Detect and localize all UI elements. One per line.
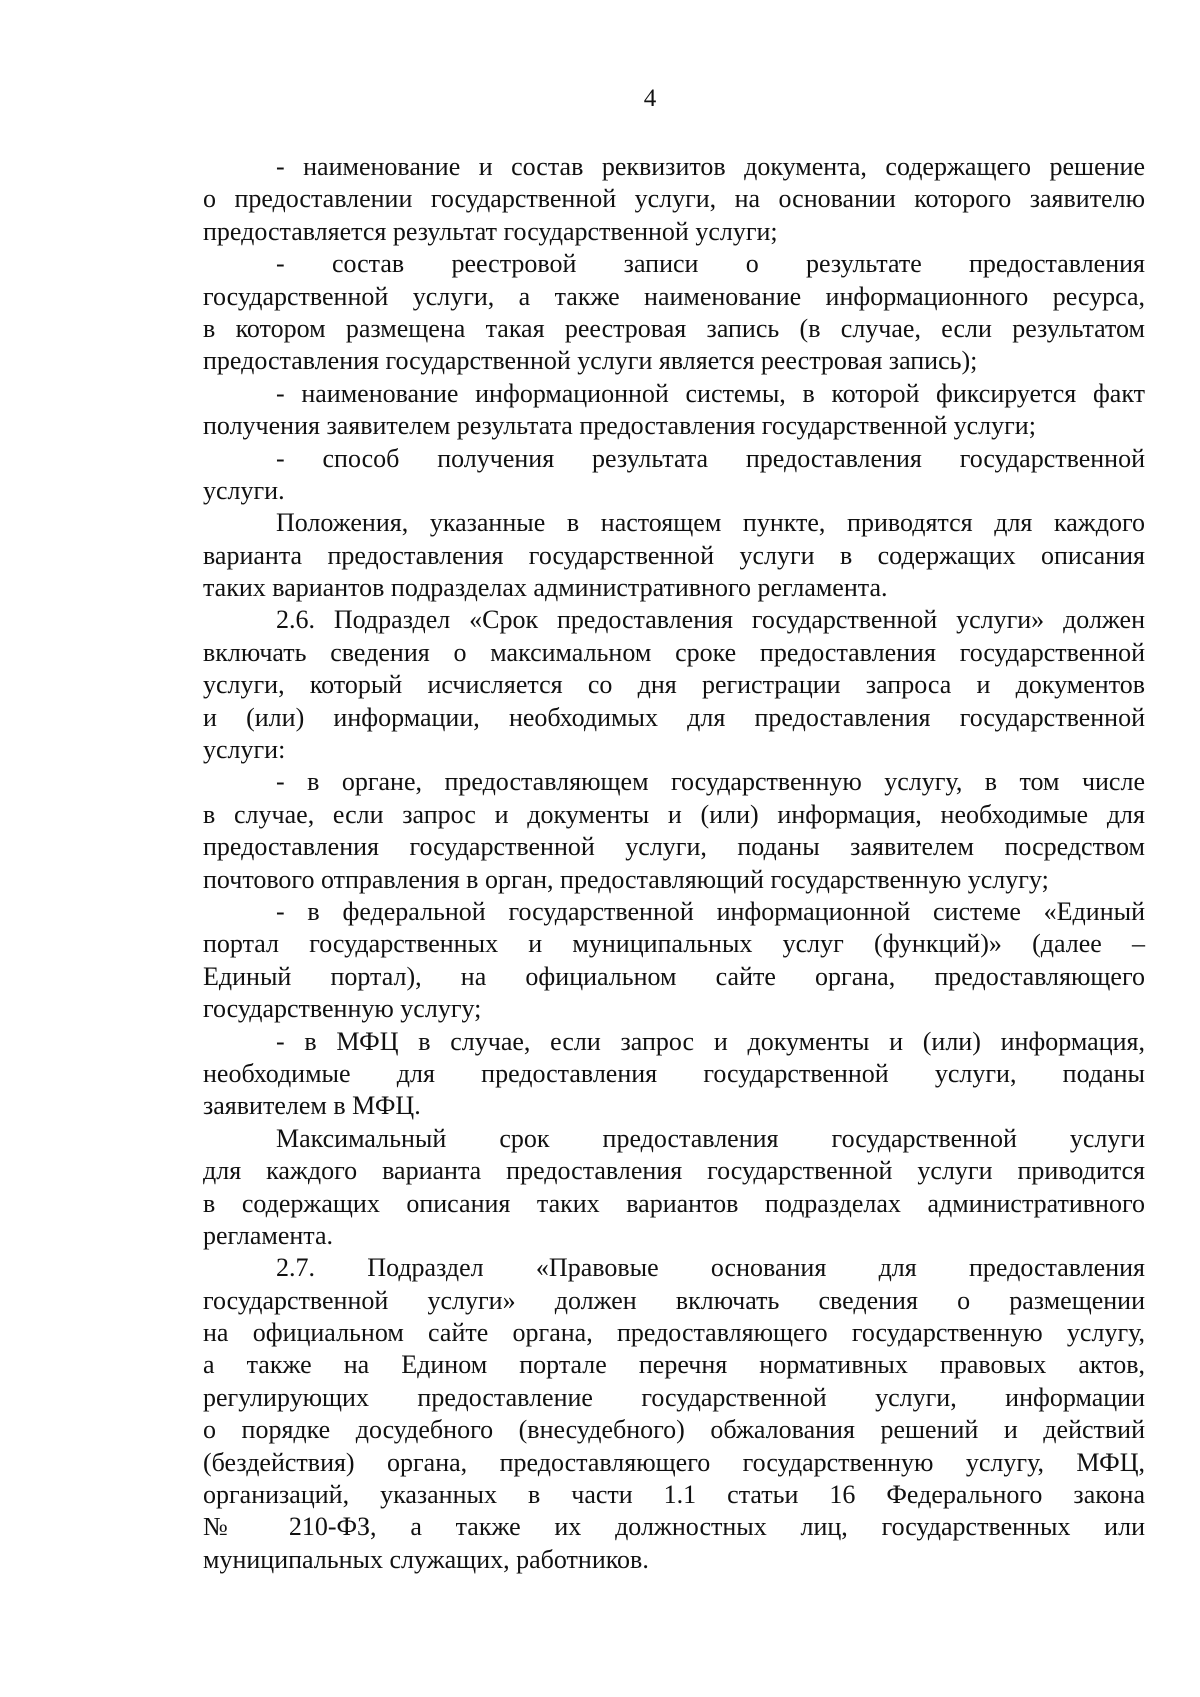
text-line: необходимые для предоставления государственной услуги, поданы: [203, 1058, 1145, 1088]
text-line: и (или) информации, необходимых для предоставления государственной: [203, 702, 1145, 732]
text-line: почтового отправления в орган, предоставляющий государственную услугу;: [203, 864, 1049, 894]
text-line: в содержащих описания таких вариантов подразделах административного: [203, 1188, 1145, 1218]
text-line: муниципальных служащих, работников.: [203, 1544, 649, 1574]
text-line: варианта предоставления государственной услуги в содержащих описания: [203, 540, 1145, 570]
paragraph: [203, 896, 1145, 1026]
paragraph: [203, 443, 1145, 508]
paragraph: [203, 1026, 1145, 1123]
text-line: на официальном сайте органа, предоставляющего государственную услугу,: [203, 1318, 1145, 1348]
paragraph: [203, 604, 1145, 766]
paragraph: [203, 766, 1145, 896]
text-line: - способ получения результата предоставления государственной: [276, 443, 1145, 473]
text-line: регламента.: [203, 1220, 334, 1250]
text-line: - наименование информационной системы, в которой фиксируется факт: [276, 378, 1145, 408]
text-line: - в МФЦ в случае, если запрос и документы и (или) информация,: [276, 1026, 1145, 1056]
text-line: государственную услугу;: [203, 994, 482, 1024]
text-line: Максимальный срок предоставления государственной услуги: [276, 1123, 1145, 1153]
text-line: включать сведения о максимальном сроке предоставления государственной: [203, 637, 1145, 667]
text-line: - состав реестровой записи о результате предоставления: [276, 249, 1145, 279]
text-line: (бездействия) органа, предоставляющего государственную услугу, МФЦ,: [203, 1447, 1145, 1477]
text-line: государственной услуги, а также наименование информационного ресурса,: [203, 281, 1145, 311]
paragraph: [203, 378, 1145, 443]
text-line: для каждого варианта предоставления государственной услуги приводится: [203, 1156, 1145, 1186]
text-line: услуги, который исчисляется со дня регистрации запроса и документов: [203, 670, 1145, 700]
text-line: таких вариантов подразделах административного регламента.: [203, 573, 888, 603]
text-line: предоставления государственной услуги является реестровая запись);: [203, 346, 978, 376]
text-line: 2.7. Подраздел «Правовые основания для предоставления: [276, 1253, 1145, 1283]
text-line: № 210-ФЗ, а также их должностных лиц, государственных или: [203, 1512, 1145, 1542]
text-line: в котором размещена такая реестровая запись (в случае, если результатом: [203, 313, 1145, 343]
page-number: 4: [643, 85, 657, 112]
text-line: Единый портал), на официальном сайте органа, предоставляющего: [203, 961, 1145, 991]
paragraph: [203, 248, 1145, 378]
text-line: заявителем в МФЦ.: [203, 1091, 421, 1121]
text-line: в случае, если запрос и документы и (или) информация, необходимые для: [203, 799, 1145, 829]
text-line: - наименование и состав реквизитов документа, содержащего решение: [276, 152, 1145, 181]
text-line: организаций, указанных в части 1.1 статьи 16 Федерального закона: [203, 1480, 1145, 1510]
document-body: [203, 151, 1145, 1576]
text-line: о порядке досудебного (внесудебного) обжалования решений и действий: [203, 1415, 1145, 1445]
text-line: получения заявителем результата предоставления государственной услуги;: [203, 411, 1036, 441]
paragraph: [203, 1252, 1145, 1576]
text-line: услуги:: [203, 735, 286, 765]
text-line: - в органе, предоставляющем государственную услугу, в том числе: [276, 767, 1145, 797]
text-line: услуги.: [203, 475, 285, 505]
paragraph: [203, 1123, 1145, 1253]
text-line: предоставления государственной услуги, поданы заявителем посредством: [203, 832, 1145, 862]
paragraph: [203, 507, 1145, 604]
text-line: портал государственных и муниципальных услуг (функций)» (далее –: [203, 929, 1145, 959]
text-line: Положения, указанные в настоящем пункте, приводятся для каждого: [276, 508, 1145, 538]
text-line: о предоставлении государственной услуги, на основании которого заявителю: [203, 184, 1145, 214]
paragraph: [203, 151, 1145, 248]
text-line: а также на Едином портале перечня нормативных правовых актов,: [203, 1350, 1145, 1380]
text-line: регулирующих предоставление государственной услуги, информации: [203, 1382, 1145, 1412]
text-line: 2.6. Подраздел «Срок предоставления государственной услуги» должен: [276, 605, 1145, 635]
text-line: - в федеральной государственной информационной системе «Единый: [276, 896, 1145, 926]
text-line: предоставляется результат государственной услуги;: [203, 216, 778, 246]
text-line: государственной услуги» должен включать сведения о размещении: [203, 1285, 1145, 1315]
